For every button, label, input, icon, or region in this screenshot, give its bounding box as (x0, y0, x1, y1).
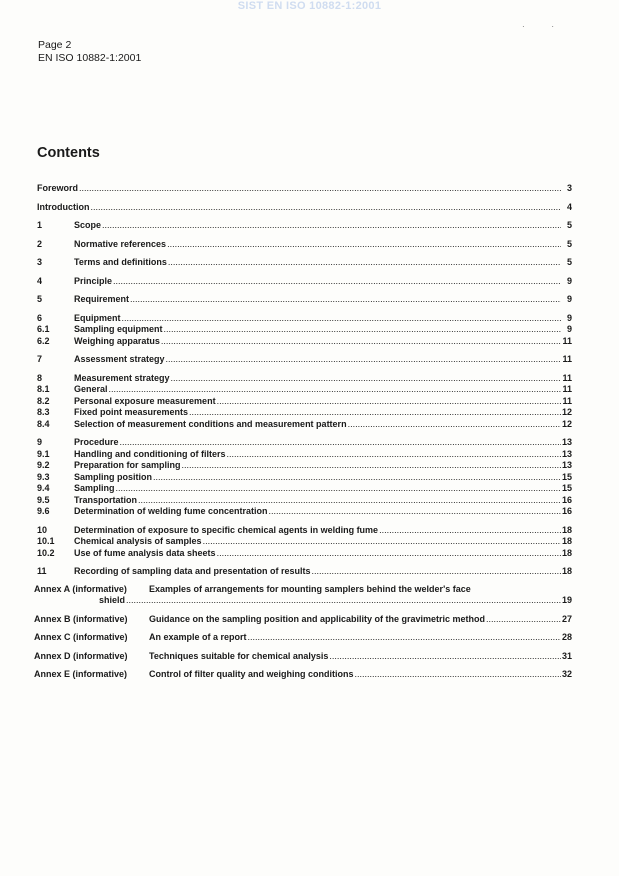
toc-number: 8.2 (37, 395, 50, 406)
toc-label: Sampling (74, 483, 115, 493)
annex-title: Guidance on the sampling position and applicability of the gravimetric method (149, 613, 486, 624)
toc-entry-8-4[interactable] (37, 419, 572, 431)
toc-entry-annex-d[interactable] (34, 651, 572, 663)
toc-entry-2[interactable] (37, 239, 572, 251)
toc-entry-9-3[interactable] (37, 472, 572, 484)
annex-title: Techniques suitable for chemical analysis (149, 650, 329, 661)
toc-leader (217, 548, 561, 560)
toc-label: Foreword (37, 183, 79, 193)
toc-number: 4 (37, 275, 43, 286)
toc-page: 12 (561, 407, 572, 417)
toc-number: 9 (37, 437, 43, 447)
toc-leader (168, 257, 561, 269)
toc-label: Normative references (74, 238, 167, 249)
toc-label: Terms and definitions (74, 257, 167, 267)
toc-leader (355, 669, 561, 681)
toc-label: Weighing apparatus (74, 335, 160, 346)
toc-page: 3 (566, 183, 572, 193)
toc-number: 9.2 (37, 460, 50, 470)
toc-number: 9.1 (37, 448, 50, 459)
toc-page: 9 (566, 312, 572, 323)
toc-label: Measurement strategy (74, 372, 170, 383)
toc-leader (171, 373, 561, 385)
toc-number: 2 (37, 238, 43, 249)
toc-entry-8-2[interactable] (37, 396, 572, 408)
toc-page: 11 (562, 372, 572, 383)
toc-leader (227, 449, 561, 461)
toc-label: Recording of sampling data and presentation of results (74, 566, 311, 576)
toc-leader (120, 437, 561, 449)
toc-leader (130, 294, 561, 306)
toc-leader (182, 460, 561, 472)
toc-entry-annex-e[interactable] (34, 669, 572, 681)
toc-leader (348, 419, 561, 431)
toc-page: 32 (561, 669, 572, 679)
toc-leader (269, 506, 561, 518)
toc-leader (189, 407, 561, 419)
toc-number: 8.3 (37, 407, 50, 417)
toc-leader (486, 614, 561, 626)
toc-number: 9.5 (37, 494, 50, 505)
toc-entry-10[interactable] (37, 525, 572, 537)
toc-leader (379, 525, 561, 537)
page-header (38, 39, 141, 65)
toc-number: 5 (37, 294, 43, 304)
toc-entry-6[interactable] (37, 313, 572, 325)
toc-entry-10-2[interactable] (37, 548, 572, 560)
toc-label: Introduction (37, 201, 90, 212)
toc-page: 13 (561, 448, 572, 459)
toc-number: 3 (37, 257, 43, 267)
toc-label: Chemical analysis of samples (74, 536, 202, 546)
toc-entry-6-1[interactable] (37, 324, 572, 336)
toc-leader (217, 396, 561, 408)
toc-page: 5 (566, 220, 572, 230)
toc-label: Transportation (74, 494, 138, 505)
toc-label: Preparation for sampling (74, 460, 181, 470)
toc-leader (116, 483, 561, 495)
toc-entry-9-2[interactable] (37, 460, 572, 472)
toc-label: Sampling equipment (74, 324, 163, 334)
toc-entry-9[interactable] (37, 437, 572, 449)
toc-leader (122, 313, 562, 325)
toc-entry-7[interactable] (37, 354, 572, 366)
toc-page: 15 (561, 483, 572, 493)
annex-name: Annex E (informative) (34, 669, 128, 679)
annex-title-continued: shield (99, 595, 126, 605)
toc-entry-8[interactable] (37, 373, 572, 385)
toc-page: 11 (562, 384, 572, 394)
toc-entry-9-1[interactable] (37, 449, 572, 461)
toc-label: Personal exposure measurement (74, 395, 216, 406)
toc-number: 7 (37, 354, 43, 364)
toc-label: Assessment strategy (74, 354, 165, 364)
toc-number: 10 (37, 524, 48, 535)
toc-page: 27 (561, 613, 572, 624)
toc-label: Handling and conditioning of filters (74, 448, 226, 459)
toc-leader (164, 324, 561, 336)
toc-number: 10.2 (37, 547, 55, 558)
annex-title: Control of filter quality and weighing conditions (149, 669, 354, 679)
toc-leader (161, 336, 561, 348)
page-title: Contents (37, 145, 100, 161)
toc-entry-10-1[interactable] (37, 536, 572, 548)
toc-number: 11 (37, 566, 47, 576)
toc-page: 13 (561, 460, 572, 470)
toc-number: 6 (37, 312, 43, 323)
toc-entry-8-3[interactable] (37, 407, 572, 419)
annex-name: Annex C (informative) (34, 632, 128, 642)
toc-leader (329, 651, 561, 663)
toc-page: 11 (562, 354, 572, 364)
toc-label: Requirement (74, 294, 130, 304)
toc-page: 31 (561, 650, 572, 661)
toc-number: 9.6 (37, 506, 50, 516)
toc-page: 9 (566, 294, 572, 304)
toc-entry-4[interactable] (37, 276, 572, 288)
toc-number: 6.1 (37, 324, 50, 334)
table-of-contents (34, 183, 572, 681)
scan-specks: · · (522, 22, 554, 31)
annex-name: Annex D (informative) (34, 650, 128, 661)
toc-label: Scope (74, 220, 102, 230)
toc-page: 28 (561, 632, 572, 642)
annex-title: An example of a report (149, 632, 247, 642)
standard-id: EN ISO 10882-1:2001 (38, 52, 142, 64)
toc-leader (138, 495, 561, 507)
toc-page: 5 (566, 257, 572, 267)
toc-page: 16 (561, 506, 572, 516)
toc-entry-5[interactable] (37, 294, 572, 306)
toc-entry-9-6[interactable] (37, 506, 572, 518)
toc-label: Determination of exposure to specific chemical agents in welding fume (74, 524, 379, 535)
toc-leader (126, 595, 561, 607)
toc-label: Use of fume analysis data sheets (74, 547, 216, 558)
toc-leader (79, 183, 561, 195)
toc-leader (312, 566, 561, 578)
toc-page: 16 (561, 494, 572, 505)
toc-label: Selection of measurement conditions and measurement pattern (74, 418, 347, 429)
toc-page: 15 (561, 471, 572, 482)
toc-leader (109, 384, 561, 396)
toc-page: 18 (561, 536, 572, 546)
toc-leader (166, 354, 561, 366)
toc-number: 8.4 (37, 418, 50, 429)
toc-entry-11[interactable] (37, 566, 572, 578)
annex-name: Annex A (informative) (34, 583, 127, 594)
annex-name: Annex B (informative) (34, 613, 128, 624)
toc-label: Principle (74, 275, 113, 286)
toc-number: 10.1 (37, 536, 55, 546)
toc-number: 1 (37, 220, 43, 230)
toc-label: Equipment (74, 312, 121, 323)
toc-label: Determination of welding fume concentration (74, 506, 268, 516)
toc-page: 4 (566, 201, 572, 212)
watermark: SIST EN ISO 10882-1:2001 (237, 0, 382, 12)
toc-entry-6-2[interactable] (37, 336, 572, 348)
toc-page: 18 (561, 566, 572, 576)
toc-page: 11 (562, 335, 572, 346)
toc-entry-introduction[interactable] (37, 202, 572, 214)
toc-label: Sampling position (74, 471, 152, 482)
toc-number: 8.1 (37, 384, 50, 394)
toc-page: 9 (566, 275, 572, 286)
toc-page: 12 (561, 418, 572, 429)
toc-entry-3[interactable] (37, 257, 572, 269)
toc-page: 18 (561, 524, 572, 535)
toc-entry-foreword[interactable] (37, 183, 572, 195)
toc-entry-8-1[interactable] (37, 384, 572, 396)
toc-number: 9.3 (37, 471, 50, 482)
toc-page: 18 (561, 547, 572, 558)
toc-leader (203, 536, 561, 548)
toc-number: 6.2 (37, 335, 50, 346)
toc-leader (102, 220, 561, 232)
toc-entry-annex-c[interactable] (34, 632, 572, 644)
toc-leader (153, 472, 561, 484)
toc-page: 5 (566, 238, 572, 249)
toc-leader (167, 239, 561, 251)
toc-label: Procedure (74, 437, 119, 447)
toc-page: 19 (561, 595, 572, 605)
toc-page: 11 (562, 395, 572, 406)
toc-label: General (74, 384, 108, 394)
toc-number: 9.4 (37, 483, 50, 493)
toc-label: Fixed point measurements (74, 407, 189, 417)
toc-entry-1[interactable] (37, 220, 572, 232)
toc-entry-annex-a[interactable] (34, 584, 572, 607)
toc-page: 13 (561, 437, 572, 447)
toc-entry-annex-b[interactable] (34, 614, 572, 626)
page-number: Page 2 (38, 39, 72, 51)
toc-entry-9-4[interactable] (37, 483, 572, 495)
toc-leader (248, 632, 561, 644)
toc-number: 8 (37, 372, 43, 383)
toc-entry-9-5[interactable] (37, 495, 572, 507)
toc-page: 9 (566, 324, 572, 334)
toc-leader (113, 276, 561, 288)
annex-title: Examples of arrangements for mounting samplers behind the welder's face (149, 583, 471, 594)
toc-leader (91, 202, 562, 214)
